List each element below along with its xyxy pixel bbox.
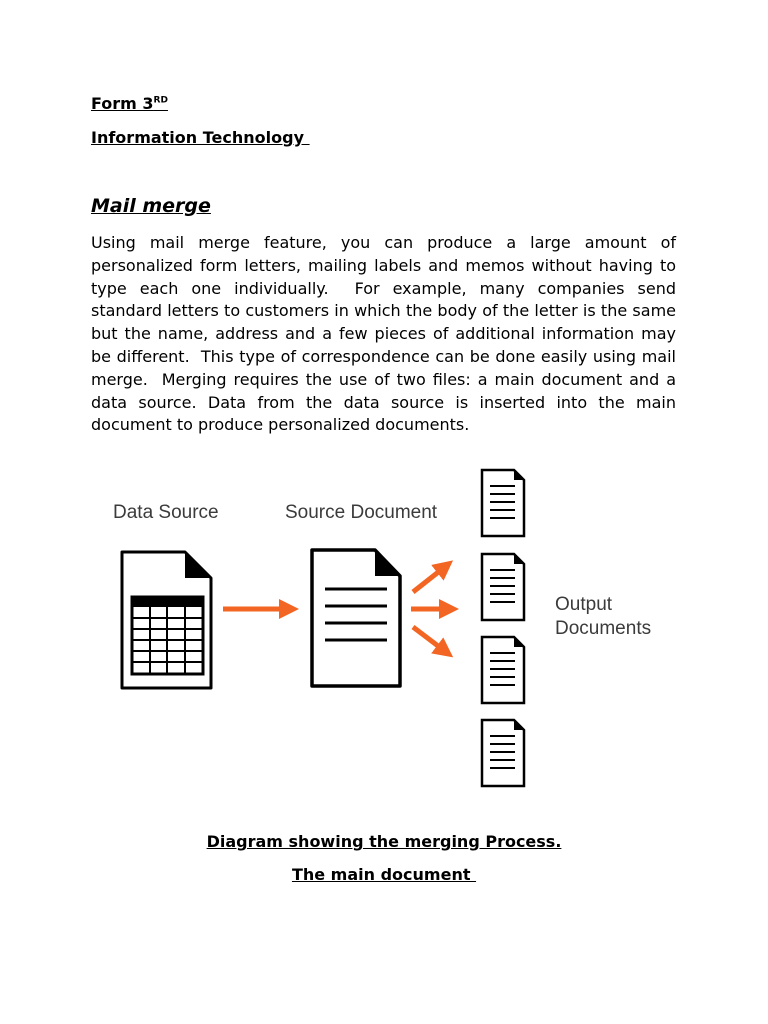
output-document-icon — [482, 470, 524, 536]
form-label: Form 3 — [91, 94, 154, 113]
subject-title: Information Technology — [91, 128, 310, 147]
output-document-icon — [482, 554, 524, 620]
section-paragraph: Using mail merge feature, you can produce a large amount of personalized form letters, mailing labels and memos without having to type each one individually. For example, many companies send standard letters to customers in which the body of the letter is the same but the name, address and a few pieces of additional information may be different. This type of correspondence can be done easily using mail merge. Merging requires the use of two files: a main document and a data source. Data from the data source is inserted into the main document to produce personalized documents. — [91, 233, 682, 435]
output-label-line1: Output — [555, 594, 613, 615]
spreadsheet-document-icon — [122, 552, 211, 688]
diagram-caption: Diagram showing the merging Process. — [206, 832, 562, 851]
form-level — [91, 94, 168, 113]
output-document-icon — [482, 720, 524, 786]
output-document-icon — [482, 637, 524, 703]
text-document-icon — [312, 550, 400, 686]
form-superscript: RD — [153, 95, 168, 106]
output-label-line2: Documents — [555, 618, 652, 639]
data-source-label: Data Source — [113, 502, 219, 523]
merge-diagram — [100, 466, 660, 796]
arrow-output-down — [413, 627, 446, 652]
section-heading: Mail merge — [91, 195, 211, 217]
arrow-output-up — [413, 566, 446, 592]
next-section-heading: The main document — [291, 865, 477, 884]
source-document-label: Source Document — [285, 502, 438, 523]
